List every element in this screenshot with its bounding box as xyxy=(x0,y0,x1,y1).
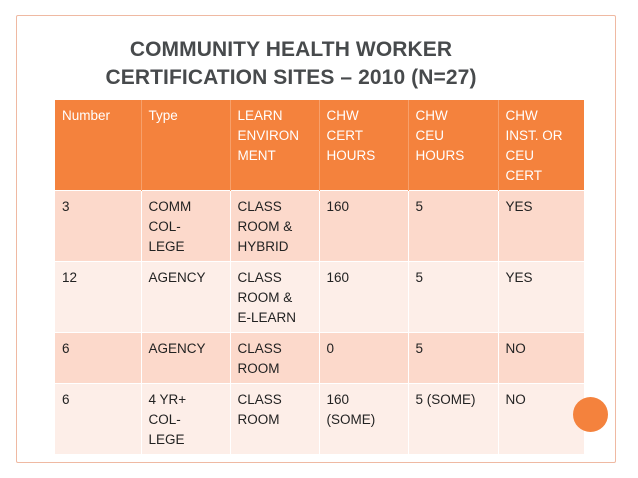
table-cell: 6 xyxy=(55,333,141,384)
table-row xyxy=(55,191,584,262)
table-cell: 160 (SOME) xyxy=(319,384,408,455)
table-cell: YES xyxy=(505,270,533,285)
slide-title-line-2: CERTIFICATION SITES – 2010 (N=27) xyxy=(105,66,477,89)
header-type: Type xyxy=(141,100,230,191)
table-cell: 5 xyxy=(408,333,498,384)
table-cell: 5 xyxy=(408,262,498,333)
certification-sites-table xyxy=(55,100,584,454)
table-cell: CLASS ROOM xyxy=(230,333,319,384)
header-chw-cert-hours: CHW CERT HOURS xyxy=(319,100,408,191)
table-cell: 160 xyxy=(319,262,408,333)
table-cell: CLASS ROOM & E-LEARN xyxy=(230,262,319,333)
table-cell: COMM COL- LEGE xyxy=(141,191,230,262)
header-chw-ceu-hours: CHW CEU HOURS xyxy=(408,100,498,191)
header-learn-environment: LEARN ENVIRON MENT xyxy=(230,100,319,191)
slide-title xyxy=(40,36,542,92)
table-cell: 12 xyxy=(55,262,141,333)
table-row xyxy=(55,384,584,455)
table-row xyxy=(55,333,584,384)
table-cell: 6 xyxy=(55,384,141,455)
table-cell: AGENCY xyxy=(141,333,230,384)
table-cell: NO xyxy=(505,392,526,407)
table-cell: NO xyxy=(505,341,526,356)
table-cell: AGENCY xyxy=(141,262,230,333)
table-cell: 4 YR+ COL- LEGE xyxy=(141,384,230,455)
table-cell: CLASS ROOM xyxy=(230,384,319,455)
table-cell: 5 (SOME) xyxy=(408,384,498,455)
table-cell: YES xyxy=(505,199,533,214)
table-cell: 0 xyxy=(319,333,408,384)
slide-title-line-1: COMMUNITY HEALTH WORKER xyxy=(129,38,453,61)
table-cell: 160 xyxy=(319,191,408,262)
table-row xyxy=(55,262,584,333)
decorative-orange-circle xyxy=(573,397,608,432)
header-chw-inst-or-ceu-cert: CHW INST. OR CEU CERT xyxy=(505,108,563,183)
table-cell: 5 xyxy=(408,191,498,262)
header-number: Number xyxy=(55,100,141,191)
table-header-row xyxy=(55,100,584,191)
table-cell: 3 xyxy=(55,191,141,262)
table-cell: CLASS ROOM & HYBRID xyxy=(230,191,319,262)
